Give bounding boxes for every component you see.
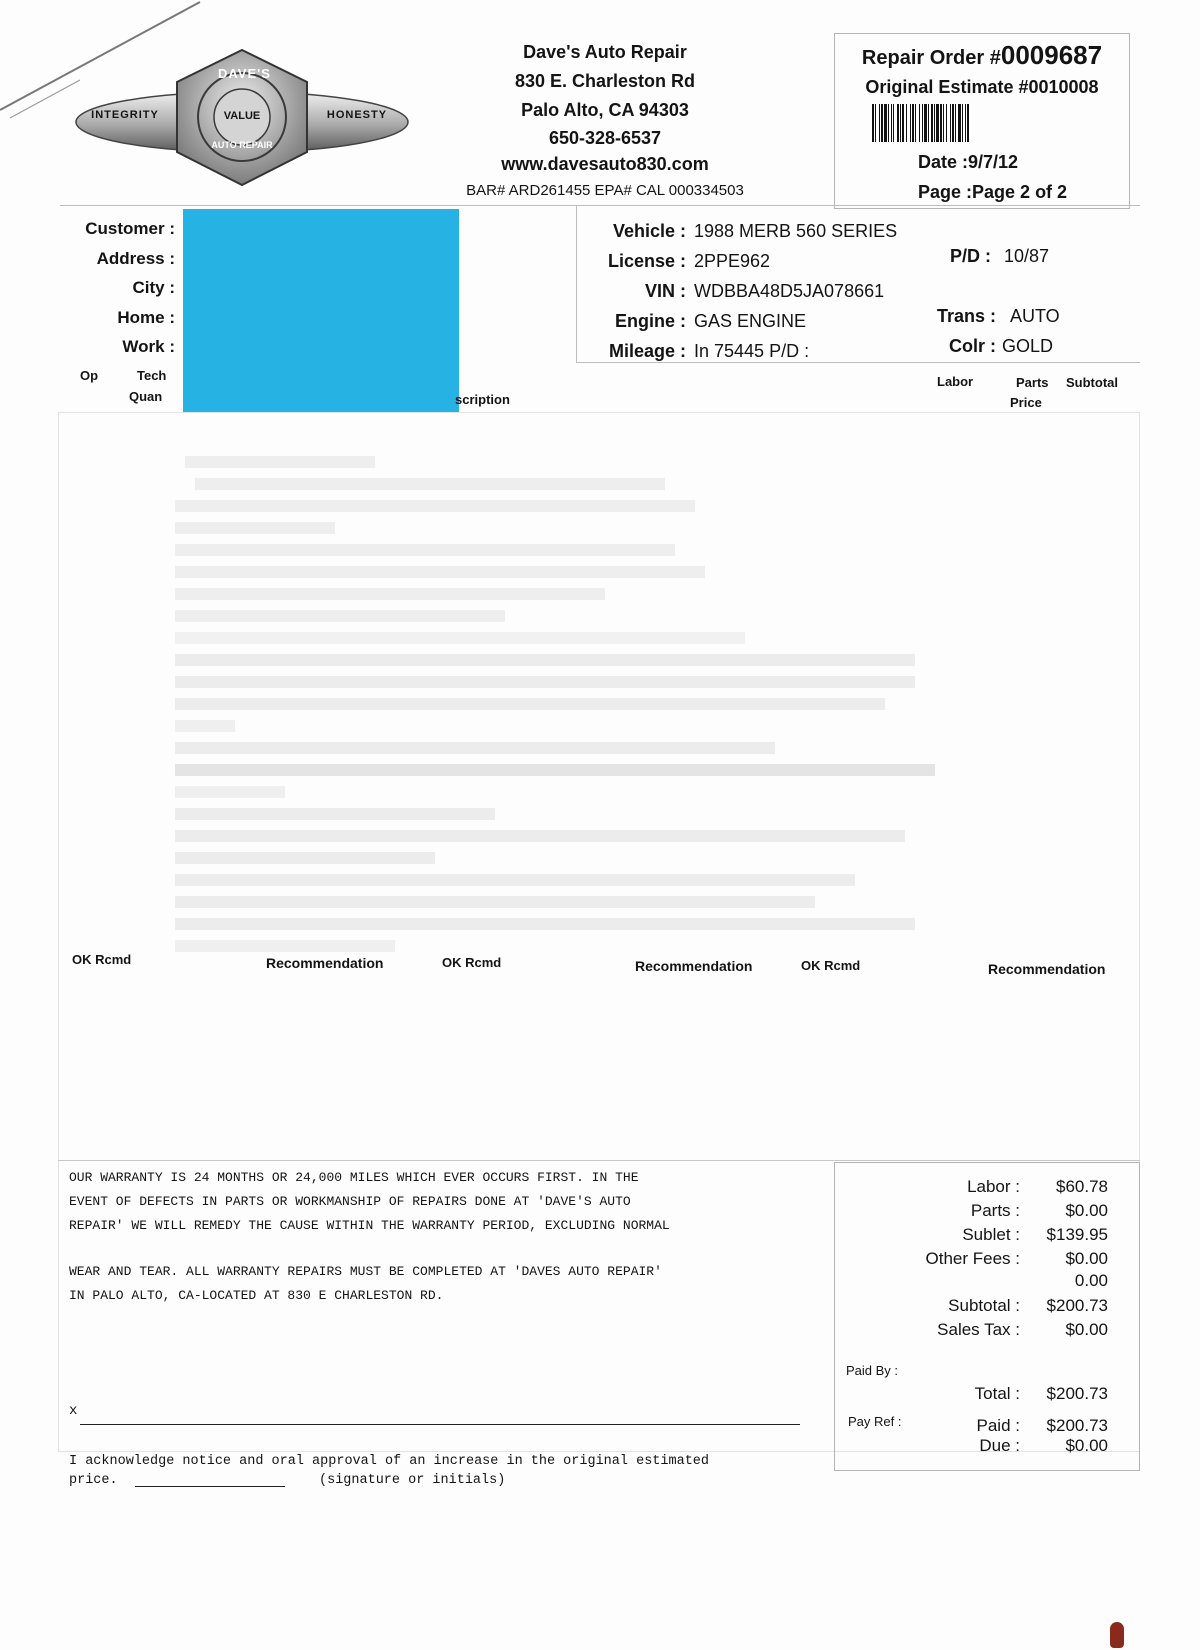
totals-values-b [1030, 1294, 1108, 1342]
rec-header-3: Recommendation [988, 961, 1106, 977]
info-top-rule [60, 205, 1140, 206]
due-value: $0.00 [1065, 1436, 1108, 1455]
col-subtotal: Subtotal [1066, 375, 1118, 390]
total-value: $200.73 [1046, 1384, 1108, 1403]
subtotal-label: Subtotal : [948, 1296, 1020, 1315]
logo-top-text: DAVE'S [218, 66, 271, 81]
redaction-block [183, 209, 459, 413]
trans-value: AUTO [1010, 306, 1060, 326]
color-value: GOLD [1002, 336, 1054, 356]
vin-label: VIN : [644, 281, 686, 301]
paid-label: Paid : [976, 1416, 1020, 1435]
logo-right-text: HONESTY [326, 109, 388, 121]
pd-label: P/D : [950, 246, 992, 266]
col-price: Price [1010, 395, 1042, 410]
totals-values-a [1030, 1175, 1108, 1291]
order-date [918, 152, 1018, 173]
labor-total-label: Labor : [967, 1177, 1020, 1196]
parts-total-label: Parts : [970, 1201, 1020, 1220]
page-label: Page : [918, 182, 973, 202]
warranty-line-3: REPAIR' WE WILL REMEDY THE CAUSE WITHIN THE WARRANTY PERIOD, EXCLUDING NORMAL [69, 1218, 670, 1233]
warranty-line-2: EVENT OF DEFECTS IN PARTS OR WORKMANSHIP OF REPAIRS DONE AT 'DAVE'S AUTO [69, 1194, 631, 1209]
warranty-top-rule [58, 1160, 1140, 1161]
vehicle-labels [580, 216, 686, 366]
trans-label: Trans : [936, 306, 996, 326]
col-parts: Parts [1016, 375, 1049, 390]
warranty-line-4: WEAR AND TEAR. ALL WARRANTY REPAIRS MUST BE COMPLETED AT 'DAVES AUTO REPAIR' [69, 1264, 662, 1279]
date-label: Date [918, 152, 958, 172]
vin-value: WDBBA48D5JA078661 [694, 281, 885, 301]
rec-ok-rcmd-1: OK Rcmd [72, 952, 132, 967]
warranty-line-1: OUR WARRANTY IS 24 MONTHS OR 24,000 MILES WHICH EVER OCCURS FIRST. IN THE [69, 1170, 639, 1185]
col-op: Op [80, 368, 99, 383]
address-label: Address : [96, 248, 175, 268]
shop-logo [72, 40, 412, 190]
other-fees-value-2: 0.00 [1074, 1271, 1108, 1290]
mileage-label: Mileage : [608, 341, 686, 361]
col-labor: Labor [937, 374, 974, 389]
scan-ink-spot [1110, 1622, 1124, 1648]
warranty-text [69, 1166, 829, 1308]
home-phone-label: Home : [117, 307, 175, 327]
shop-website: www.davesauto830.com [501, 154, 709, 174]
paid-due-values [1030, 1416, 1108, 1456]
paid-value: $200.73 [1046, 1416, 1108, 1435]
mileage-value: In 75445 P/D : [694, 341, 810, 361]
rec-ok-rcmd-2: OK Rcmd [442, 955, 502, 970]
repair-order-number: 0009687 [1000, 40, 1103, 70]
shop-header [440, 38, 770, 205]
date-value: :9/7/12 [962, 152, 1019, 172]
totals-labels-b [860, 1294, 1020, 1342]
logo-center-text: VALUE [223, 110, 261, 122]
sublet-total-label: Sublet : [962, 1225, 1020, 1244]
labor-total-value: $60.78 [1056, 1177, 1108, 1196]
barcode [872, 104, 1066, 142]
signature-line[interactable] [80, 1424, 800, 1425]
engine-value: GAS ENGINE [694, 311, 807, 331]
page-value: Page 2 of 2 [972, 182, 1068, 202]
other-fees-label: Other Fees : [925, 1249, 1020, 1268]
color-label: Colr : [949, 336, 996, 356]
due-label: Due : [979, 1436, 1020, 1455]
original-estimate: Original Estimate #0010008 [865, 77, 1099, 97]
shop-name: Dave's Auto Repair [523, 42, 687, 62]
info-divider [576, 205, 577, 363]
paid-by-label: Paid By : [846, 1363, 899, 1378]
logo-bottom-text: AUTO REPAIR [211, 140, 273, 150]
rec-ok-rcmd-3: OK Rcmd [801, 958, 861, 973]
license-value: 2PPE962 [694, 251, 771, 271]
logo-left-text: INTEGRITY [91, 109, 159, 121]
subtotal-value: $200.73 [1046, 1296, 1108, 1315]
col-description: scription [455, 392, 510, 407]
repair-order-label: Repair Order # [861, 47, 1001, 69]
license-label: License : [607, 251, 686, 271]
sublet-total-value: $139.95 [1046, 1225, 1108, 1244]
shop-street: 830 E. Charleston Rd [514, 71, 696, 91]
work-phone-label: Work : [122, 337, 175, 356]
paid-due-labels [900, 1416, 1020, 1456]
acknowledgement-line-1: I acknowledge notice and oral approval of an increase in the original estimated [69, 1454, 710, 1469]
vehicle-value: 1988 MERB 560 SERIES [694, 221, 898, 241]
customer-label: Customer : [85, 219, 175, 238]
faded-line-items [175, 456, 935, 962]
acknowledgement-line-2: price. [69, 1473, 118, 1488]
repair-order-info [834, 40, 1130, 99]
customer-labels [60, 214, 175, 362]
other-fees-value: $0.00 [1065, 1249, 1108, 1268]
rec-header-2: Recommendation [635, 958, 753, 974]
engine-label: Engine : [615, 311, 686, 331]
acknowledgement [69, 1452, 849, 1490]
totals-labels-a [860, 1175, 1020, 1271]
shop-license: BAR# ARD261455 EPA# CAL 000334503 [466, 182, 744, 199]
shop-city: Palo Alto, CA 94303 [521, 100, 689, 120]
initials-hint: (signature or initials) [319, 1473, 506, 1488]
rec-header-1: Recommendation [266, 955, 384, 971]
city-label: City : [132, 278, 175, 297]
sales-tax-value: $0.00 [1065, 1320, 1108, 1339]
col-quan: Quan [129, 389, 163, 404]
page-indicator [918, 182, 1067, 203]
shop-phone: 650-328-6537 [548, 128, 662, 148]
col-tech: Tech [137, 368, 167, 383]
sales-tax-label: Sales Tax : [937, 1320, 1020, 1339]
signature-x: x [69, 1403, 78, 1419]
pay-ref-label: Pay Ref : [848, 1414, 902, 1429]
initials-line[interactable] [135, 1486, 285, 1487]
parts-total-value: $0.00 [1065, 1201, 1108, 1220]
warranty-line-5: IN PALO ALTO, CA-LOCATED AT 830 E CHARLESTON RD. [69, 1288, 444, 1303]
vehicle-label: Vehicle : [612, 221, 686, 241]
pd-value: 10/87 [1004, 246, 1050, 266]
total-label: Total : [974, 1384, 1020, 1403]
